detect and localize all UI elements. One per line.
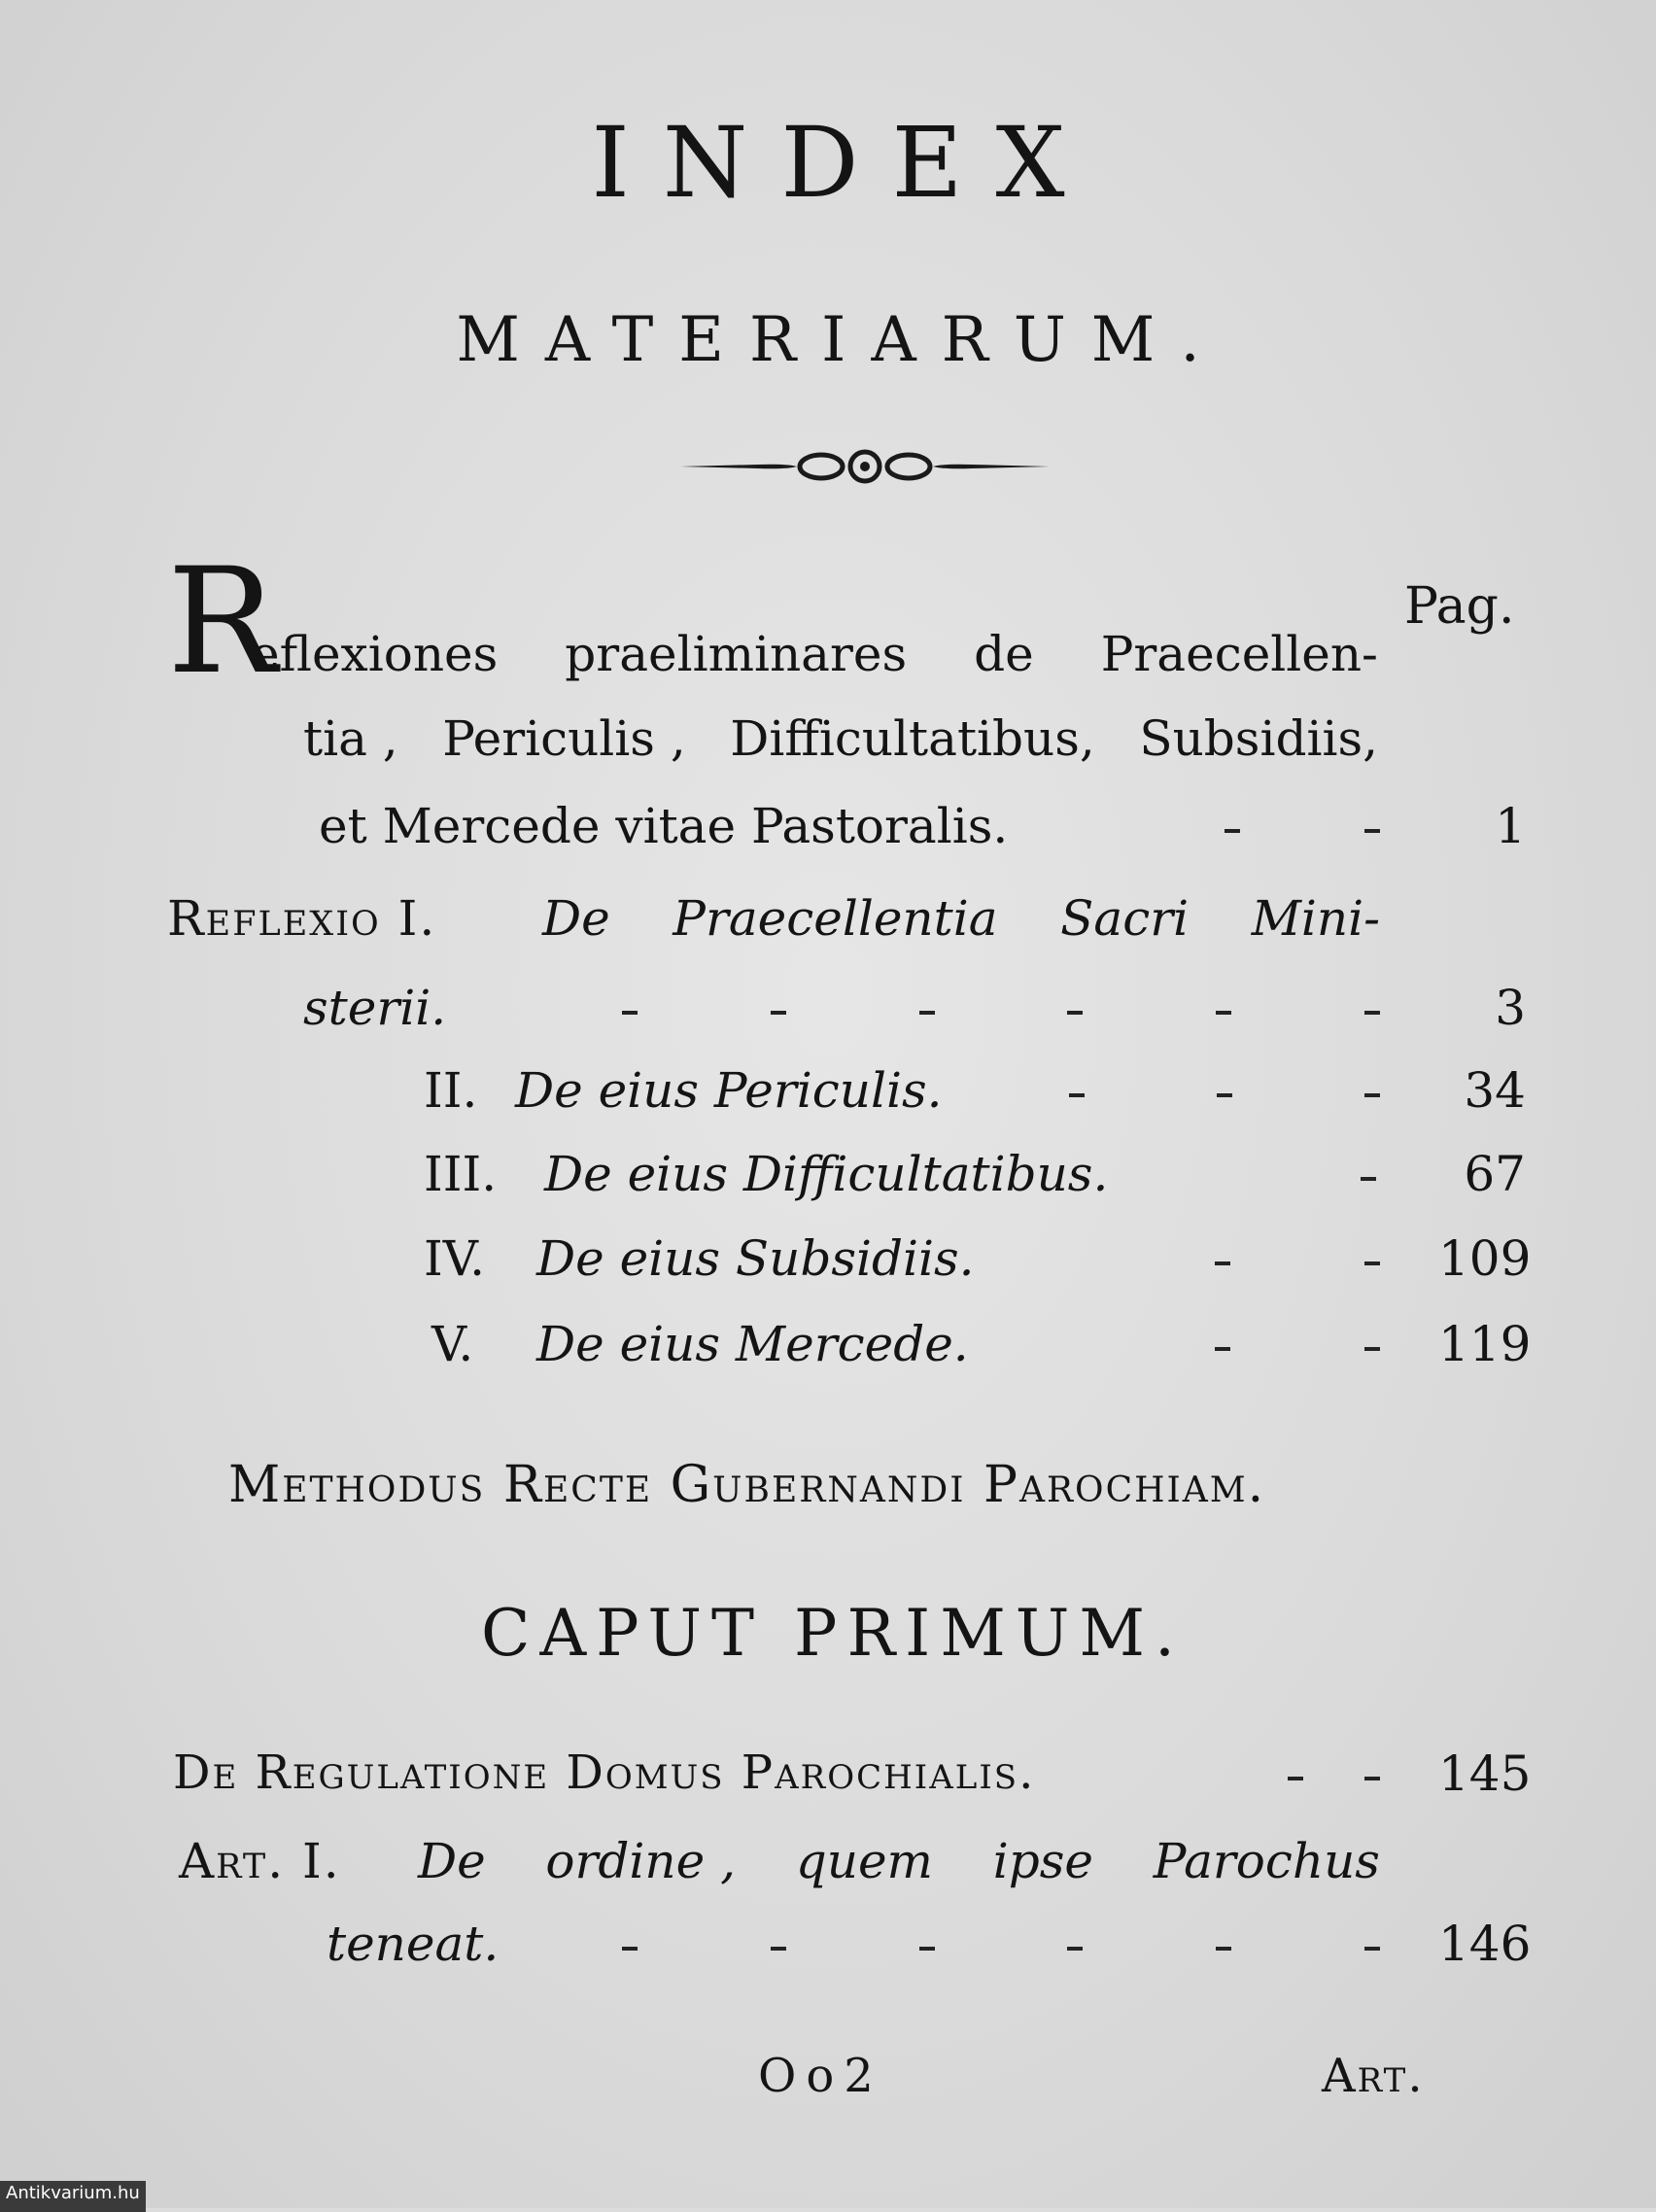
pag-column-label: Pag. [1404, 577, 1515, 636]
entry-reflexiones-line2 [303, 710, 1378, 767]
dot-leaders [1225, 802, 1380, 833]
dot-leaders [622, 984, 1380, 1015]
entry-title-line2: sterii. [303, 980, 447, 1036]
word: Periculis , [442, 710, 686, 767]
entry-label: Reflexio I. [167, 890, 437, 947]
word: Parochus [1153, 1833, 1380, 1889]
entry-title: De eius Periculis. [515, 1062, 943, 1119]
page-number: 1 [1495, 798, 1526, 854]
watermark: Antikvarium.hu [0, 2181, 146, 2212]
page-number: 119 [1438, 1316, 1532, 1372]
entry-reflexiones-line3: et Mercede vitae Pastoralis. [319, 798, 1009, 854]
index-subtitle: MATERIARUM. [456, 304, 1225, 376]
dot-leaders [1288, 1749, 1380, 1780]
dot-leaders [1069, 1066, 1380, 1097]
page-number: 3 [1495, 980, 1526, 1036]
ornament-divider-icon [680, 442, 1050, 491]
word: de [974, 626, 1034, 682]
page-number: 145 [1438, 1745, 1532, 1802]
word: De [542, 890, 610, 947]
entry-label: Art. I. [179, 1833, 341, 1889]
entry-title: De eius Subsidiis. [536, 1230, 975, 1287]
index-title: INDEX [591, 106, 1098, 220]
word: De [418, 1833, 486, 1889]
entry-label: II. [424, 1062, 478, 1119]
word: Praecellentia [673, 890, 998, 947]
word: Difficultatibus, [730, 710, 1095, 767]
word: ordine , [545, 1833, 737, 1889]
entry-label: V. [431, 1316, 474, 1372]
entry-reflexiones-line1 [251, 626, 1378, 682]
word: eflexiones [251, 626, 499, 682]
word: quem [795, 1833, 933, 1889]
word: tia , [303, 710, 398, 767]
word: Subsidiis, [1139, 710, 1378, 767]
entry-label: IV. [424, 1230, 486, 1287]
drop-cap: R [167, 537, 277, 707]
chapter-entry-title: De Regulatione Domus Parochialis. [173, 1745, 1036, 1800]
dot-leaders [1361, 1150, 1380, 1181]
word: Sacri [1060, 890, 1190, 947]
page-number: 146 [1438, 1916, 1532, 1972]
page-number: 109 [1438, 1230, 1532, 1287]
entry-title-line1 [542, 890, 1380, 947]
word: Mini- [1251, 890, 1380, 947]
dot-leaders [1215, 1234, 1380, 1265]
word: praeliminares [565, 626, 908, 682]
dot-leaders [1215, 1320, 1380, 1351]
page-number: 67 [1464, 1146, 1526, 1202]
entry-title-line2: teneat. [327, 1916, 500, 1972]
entry-title: De eius Difficultatibus. [544, 1146, 1109, 1202]
word: ipse [992, 1833, 1093, 1889]
page-number: 34 [1464, 1062, 1526, 1119]
signature-mark: Oo2 [758, 2049, 883, 2103]
section-heading: Methodus Recte Gubernandi Parochiam. [228, 1456, 1266, 1514]
word: Praecellen- [1100, 626, 1378, 682]
chapter-heading: CAPUT PRIMUM. [481, 1596, 1185, 1671]
entry-title-line1 [418, 1833, 1380, 1889]
entry-title: De eius Mercede. [536, 1316, 969, 1372]
entry-label: III. [424, 1146, 498, 1202]
catchword: Art. [1322, 2049, 1425, 2103]
dot-leaders [622, 1919, 1380, 1951]
